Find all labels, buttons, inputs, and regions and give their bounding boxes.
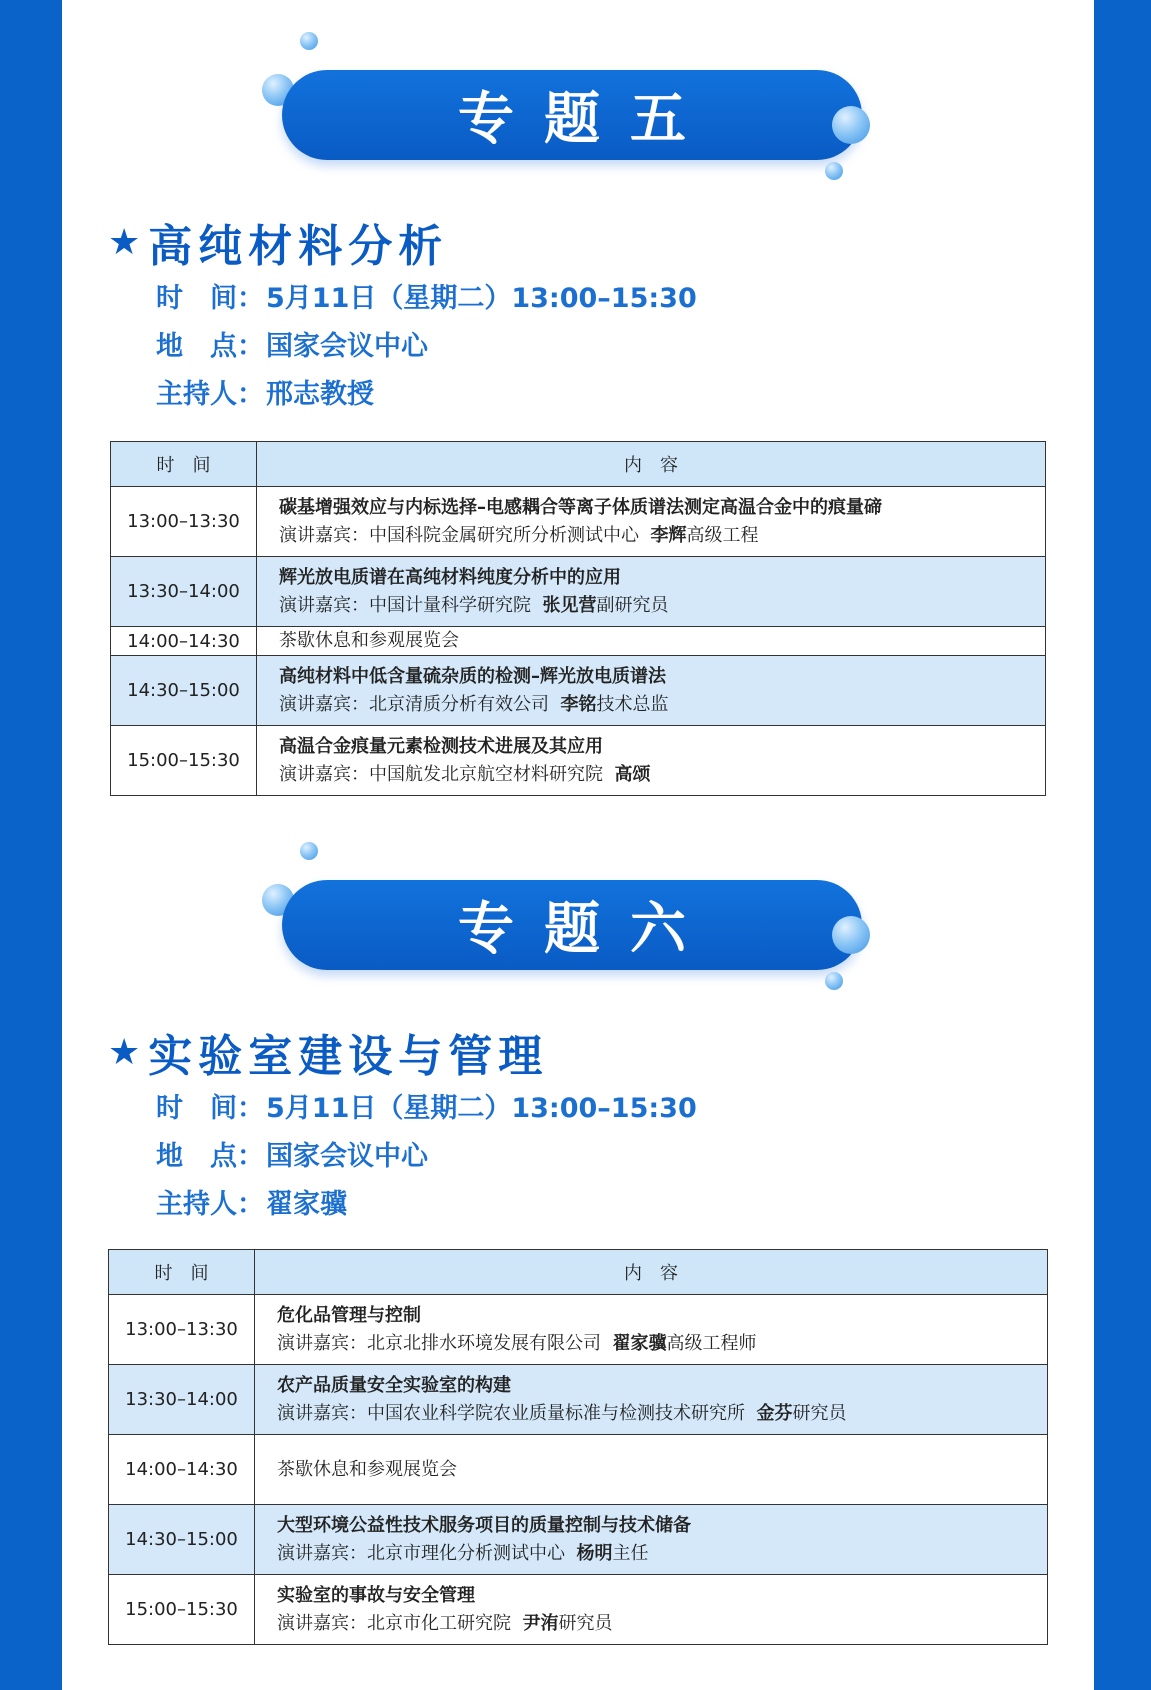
row-topic: 茶歇休息和参观展览会 (277, 1458, 457, 1480)
decor-bubble (825, 162, 843, 180)
place-value: 国家会议中心 (266, 331, 428, 362)
row-content (255, 1505, 1048, 1575)
place-label: 地 点： (156, 331, 264, 362)
speaker-name: 张见营 (542, 594, 597, 616)
row-content (255, 1435, 1048, 1505)
row-content (257, 557, 1046, 627)
row-time: 14:00–14:30 (111, 627, 257, 656)
speaker-name: 翟家骥 (612, 1332, 667, 1354)
header-content: 内 容 (257, 442, 1046, 487)
info-time (156, 276, 697, 315)
table-row (109, 1365, 1048, 1435)
table-header-row (111, 442, 1046, 487)
time-label: 时 间： (156, 283, 264, 314)
speaker-name: 李辉 (650, 524, 687, 546)
row-time: 13:30–14:00 (109, 1365, 255, 1435)
topic-banner (262, 846, 882, 986)
speaker-name: 李铭 (560, 693, 597, 715)
speaker-org: 演讲嘉宾：北京市化工研究院 (277, 1612, 511, 1634)
row-content (255, 1365, 1048, 1435)
speaker-title: 主任 (612, 1542, 649, 1564)
table-row (109, 1435, 1048, 1505)
speaker-org: 演讲嘉宾：中国农业科学院农业质量标准与检测技术研究所 (277, 1402, 745, 1424)
section-heading (108, 210, 448, 274)
table-row (111, 557, 1046, 627)
row-speaker (279, 522, 1045, 550)
speaker-org: 演讲嘉宾：中国航发北京航空材料研究院 (279, 763, 603, 785)
host-label: 主持人： (156, 1189, 264, 1220)
host-label: 主持人： (156, 379, 264, 410)
banner-pill (282, 70, 862, 160)
row-time: 15:00–15:30 (111, 726, 257, 796)
table-row (111, 656, 1046, 726)
table-row (111, 726, 1046, 796)
place-label: 地 点： (156, 1141, 264, 1172)
speaker-org: 演讲嘉宾：北京北排水环境发展有限公司 (277, 1332, 601, 1354)
row-topic: 大型环境公益性技术服务项目的质量控制与技术储备 (277, 1514, 691, 1536)
row-time: 13:00–13:30 (111, 487, 257, 557)
star-icon: ★ (108, 221, 141, 263)
speaker-name: 杨明 (576, 1542, 613, 1564)
info-place (156, 1134, 428, 1173)
row-speaker (277, 1610, 1047, 1638)
time-value: 5月11日（星期二）13:00–15:30 (266, 283, 697, 314)
row-content (257, 656, 1046, 726)
row-topic: 高纯材料中低含量硫杂质的检测–辉光放电质谱法 (279, 665, 666, 687)
info-host (156, 1182, 347, 1221)
right-border-bar (1094, 0, 1151, 1690)
speaker-title: 高级工程师 (666, 1332, 757, 1354)
row-topic: 危化品管理与控制 (277, 1304, 421, 1326)
speaker-org: 演讲嘉宾：中国计量科学研究院 (279, 594, 531, 616)
heading-text: 高纯材料分析 (148, 221, 449, 272)
row-time: 14:30–15:00 (109, 1505, 255, 1575)
row-topic: 茶歇休息和参观展览会 (279, 630, 459, 651)
row-time: 14:30–15:00 (111, 656, 257, 726)
header-time: 时 间 (109, 1250, 255, 1295)
decor-bubble (832, 916, 870, 954)
row-content (257, 627, 1046, 656)
decor-bubble (300, 32, 318, 50)
banner-title: 专题五 (458, 87, 716, 152)
star-icon: ★ (108, 1031, 141, 1073)
schedule-table (108, 1249, 1048, 1645)
speaker-name: 高颂 (614, 763, 651, 785)
row-speaker (277, 1540, 1047, 1568)
speaker-title: 副研究员 (596, 594, 669, 616)
speaker-org: 演讲嘉宾：北京清质分析有效公司 (279, 693, 549, 715)
header-time: 时 间 (111, 442, 257, 487)
row-speaker (279, 592, 1045, 620)
speaker-title: 高级工程 (686, 524, 759, 546)
row-speaker (279, 761, 1045, 789)
table-row (109, 1295, 1048, 1365)
time-label: 时 间： (156, 1093, 264, 1124)
topic-banner (262, 36, 882, 176)
info-host (156, 372, 374, 411)
speaker-org: 演讲嘉宾：北京市理化分析测试中心 (277, 1542, 565, 1564)
speaker-title: 研究员 (558, 1612, 613, 1634)
row-speaker (277, 1330, 1047, 1358)
header-content: 内 容 (255, 1250, 1048, 1295)
table-row (111, 627, 1046, 656)
decor-bubble (300, 842, 318, 860)
place-value: 国家会议中心 (266, 1141, 428, 1172)
table-row (109, 1575, 1048, 1645)
speaker-title: 技术总监 (596, 693, 669, 715)
speaker-name: 金芬 (756, 1402, 793, 1424)
speaker-name: 尹洧 (522, 1612, 559, 1634)
row-content (257, 487, 1046, 557)
decor-bubble (825, 972, 843, 990)
row-content (255, 1295, 1048, 1365)
heading-text: 实验室建设与管理 (148, 1031, 549, 1082)
row-time: 15:00–15:30 (109, 1575, 255, 1645)
row-topic: 辉光放电质谱在高纯材料纯度分析中的应用 (279, 566, 621, 588)
row-topic: 实验室的事故与安全管理 (277, 1584, 475, 1606)
section-heading (108, 1020, 548, 1084)
schedule-table (110, 441, 1046, 796)
host-value: 邢志教授 (266, 379, 374, 410)
row-content (255, 1575, 1048, 1645)
row-topic: 农产品质量安全实验室的构建 (277, 1374, 511, 1396)
info-time (156, 1086, 697, 1125)
row-time: 14:00–14:30 (109, 1435, 255, 1505)
speaker-title: 研究员 (792, 1402, 847, 1424)
table-header-row (109, 1250, 1048, 1295)
speaker-org: 演讲嘉宾：中国科院金属研究所分析测试中心 (279, 524, 639, 546)
table-row (111, 487, 1046, 557)
row-content (257, 726, 1046, 796)
row-topic: 高温合金痕量元素检测技术进展及其应用 (279, 735, 603, 757)
table-row (109, 1505, 1048, 1575)
row-time: 13:00–13:30 (109, 1295, 255, 1365)
row-time: 13:30–14:00 (111, 557, 257, 627)
left-border-bar (0, 0, 62, 1690)
row-speaker (277, 1400, 1047, 1428)
time-value: 5月11日（星期二）13:00–15:30 (266, 1093, 697, 1124)
host-value: 翟家骥 (266, 1189, 347, 1220)
banner-title: 专题六 (458, 897, 716, 962)
info-place (156, 324, 428, 363)
decor-bubble (832, 106, 870, 144)
row-speaker (279, 691, 1045, 719)
row-topic: 碳基增强效应与内标选择–电感耦合等离子体质谱法测定高温合金中的痕量碲 (279, 496, 882, 518)
banner-pill (282, 880, 862, 970)
